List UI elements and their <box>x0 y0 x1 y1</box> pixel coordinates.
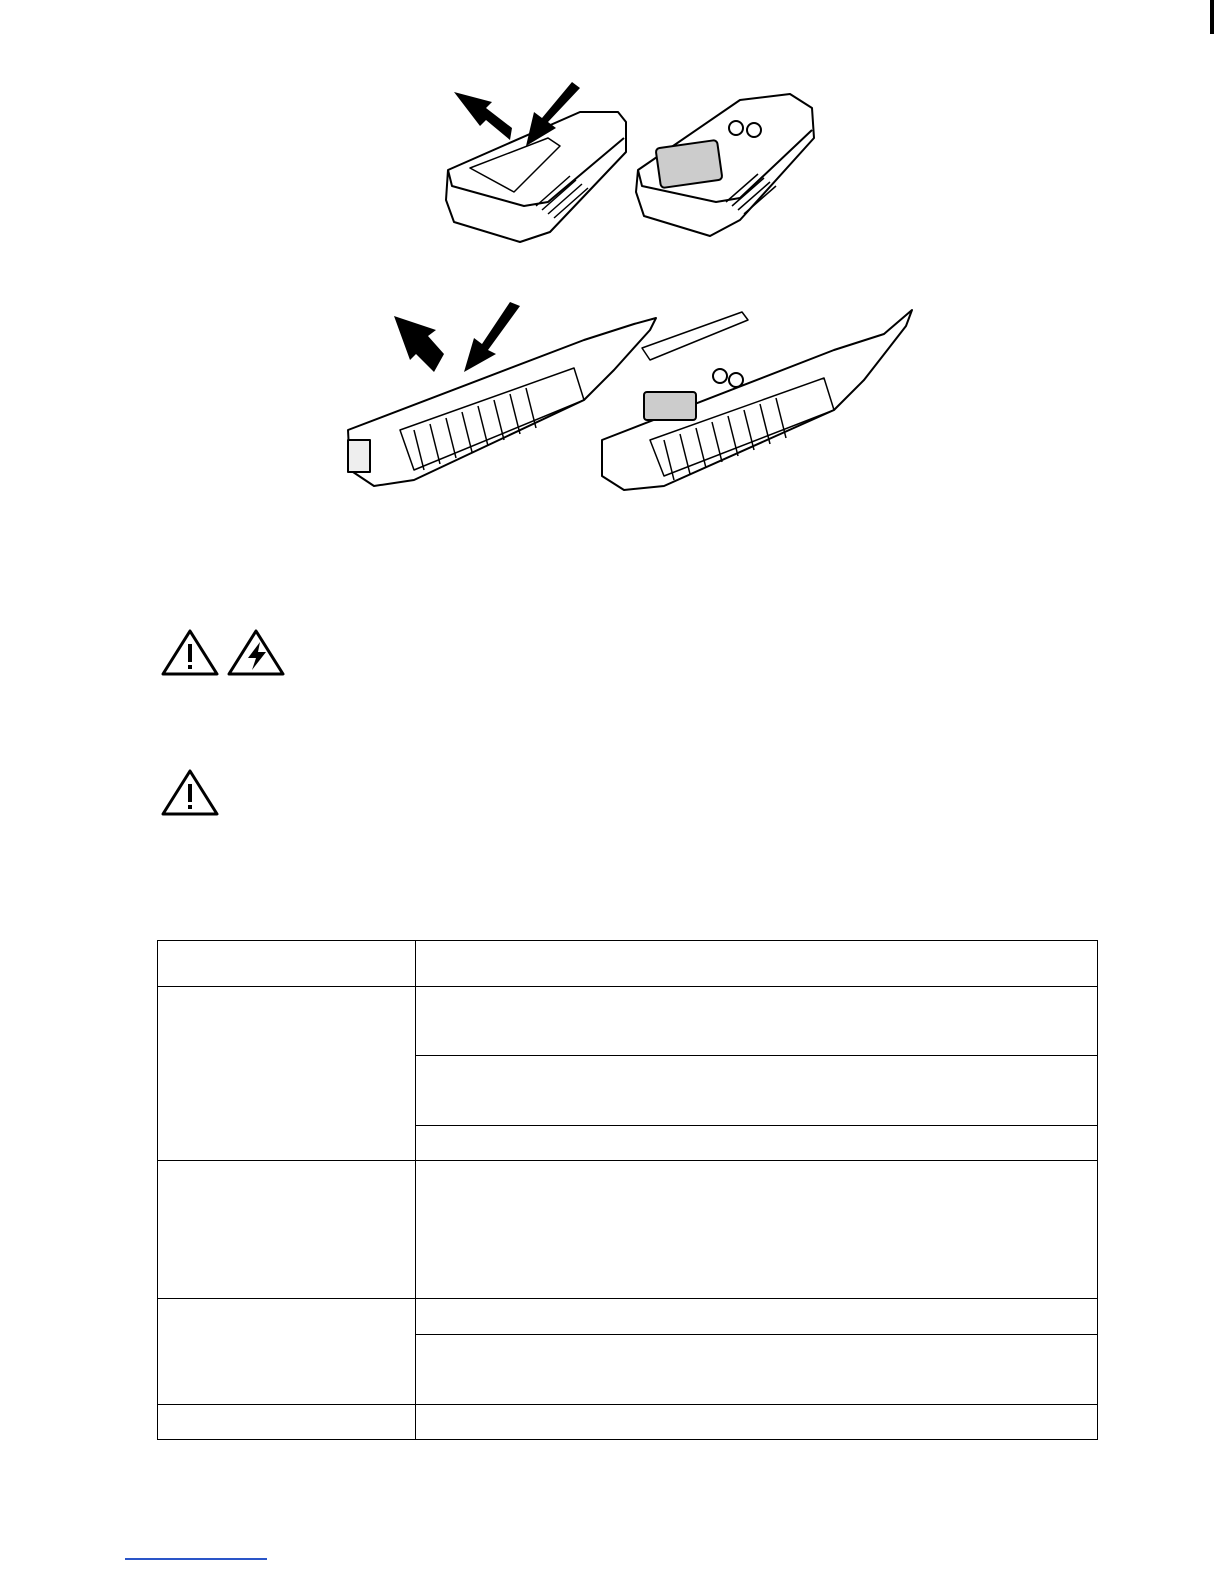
table-cell <box>158 1161 416 1299</box>
caution-triangle-icon <box>163 631 217 674</box>
caution-triangle-icon <box>163 771 217 814</box>
table-cell <box>158 941 416 987</box>
table-cell <box>416 1161 1098 1299</box>
transmitter-battery-illustration <box>440 82 832 252</box>
table-row <box>158 941 1098 987</box>
table-row <box>158 1299 1098 1335</box>
table-cell <box>158 1405 416 1440</box>
table-cell <box>416 1126 1098 1161</box>
specification-table <box>157 940 1098 1440</box>
footer-link-underline <box>125 1558 267 1560</box>
page-edge-rule <box>1210 0 1214 34</box>
table-row <box>158 1405 1098 1440</box>
table-cell <box>416 1405 1098 1440</box>
table-row <box>158 1161 1098 1299</box>
probe-battery-illustration <box>334 300 922 496</box>
table-cell <box>158 1299 416 1405</box>
warning-symbols-row-2 <box>160 768 224 818</box>
table-cell <box>416 1056 1098 1126</box>
warning-symbols-row-1 <box>160 628 290 678</box>
table-cell <box>158 987 416 1161</box>
table-cell <box>416 1299 1098 1335</box>
table-cell <box>416 987 1098 1056</box>
table-row <box>158 987 1098 1056</box>
table-cell <box>416 1335 1098 1405</box>
table-cell <box>416 941 1098 987</box>
high-voltage-triangle-icon <box>229 631 283 674</box>
